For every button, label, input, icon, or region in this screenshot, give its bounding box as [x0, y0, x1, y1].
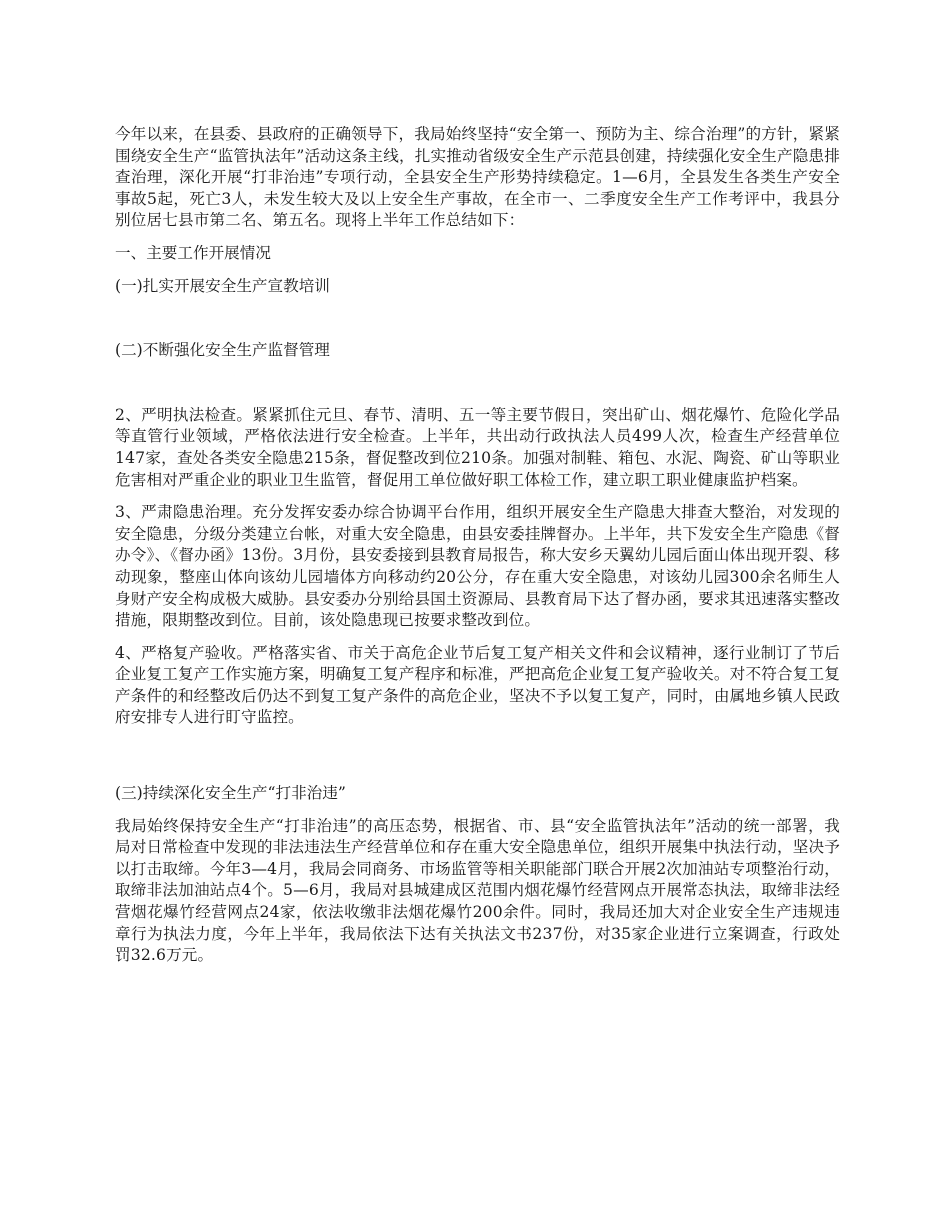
section-heading-main-work: 一、主要工作开展情况 [115, 243, 271, 262]
item-4-resumption-paragraph: 4、严格复产验收。严格落实省、市关于高危企业节后复工复产相关文件和会议精神，逐行业制订了节后企业复工复产工作实施方案，明确复工复产程序和标准，严把高危企业复工复产验收关。对不符合复工复产条件的和经整改后仍达不到复工复产条件的高危企业，坚决不予以复工复产，同时，由属地乡镇人民政府安排专人进行盯守监控。 [115, 643, 840, 727]
intro-paragraph: 今年以来，在县委、县政府的正确领导下，我局始终坚持“安全第一、预防为主、综合治理”的方针，紧紧围绕安全生产“监管执法年”活动这条主线，扎实推动省级安全生产示范县创建，持续强化安全生产隐患排查治理，深化开展“打非治违”专项行动，全县安全生产形势持续稳定。1—6月，全县发生各类生产安全事故5起，死亡3人，未发生较大及以上安全生产事故，在全市一、二季度安全生产工作考评中，我县分别位居七县市第二名、第五名。现将上半年工作总结如下： [115, 125, 840, 230]
item-2-enforcement-paragraph: 2、严明执法检查。紧紧抓住元旦、春节、清明、五一等主要节假日，突出矿山、烟花爆竹、危险化学品等直管行业领域，严格依法进行安全检查。上半年，共出动行政执法人员499人次，检查生产经营单位147家，查处各类安全隐患215条，督促整改到位210条。加强对制鞋、箱包、水泥、陶瓷、矿山等职业危害相对严重企业的职业卫生监管，督促用工单位做好职工体检工作，建立职工职业健康监护档案。 [115, 405, 840, 489]
crackdown-paragraph: 我局始终保持安全生产“打非治违”的高压态势，根据省、市、县“安全监管执法年”活动的统一部署，我局对日常检查中发现的非法违法生产经营单位和存在重大安全隐患单位，组织开展集中执法行动，坚决予以打击取缔。今年3—4月，我局会同商务、市场监管等相关职能部门联合开展2次加油站专项整治行动，取缔非法加油站点4个。5—6月，我局对县城建成区范围内烟花爆竹经营网点开展常态执法，取缔非法经营烟花爆竹经营网点24家，依法收缴非法烟花爆竹200余件。同时，我局还加大对企业安全生产违规违章行为执法力度，今年上半年，我局依法下达有关执法文书237份，对35家企业进行立案调查，行政处罚32.6万元。 [115, 816, 840, 965]
subsection-heading-supervision: (二)不断强化安全生产监督管理 [115, 341, 330, 360]
document-page [115, 124, 840, 967]
subsection-heading-training: (一)扎实开展安全生产宣教培训 [115, 276, 330, 295]
item-3-hazard-paragraph: 3、严肃隐患治理。充分发挥安委办综合协调平台作用，组织开展安全生产隐患大排查大整治，对发现的安全隐患，分级分类建立台帐，对重大安全隐患，由县安委挂牌督办。上半年，共下发安全生产隐患《督办令》、《督办函》13份。3月份，县安委接到县教育局报告，称大安乡天翼幼儿园后面山体出现开裂、移动现象，整座山体向该幼儿园墙体方向移动约20公分，存在重大安全隐患，对该幼儿园300余名师生人身财产安全构成极大威胁。县安委办分别给县国土资源局、县教育局下达了督办函，要求其迅速落实整改措施，限期整改到位。目前，该处隐患现已按要求整改到位。 [115, 503, 840, 630]
subsection-heading-crackdown: (三)持续深化安全生产“打非治违” [115, 784, 346, 803]
